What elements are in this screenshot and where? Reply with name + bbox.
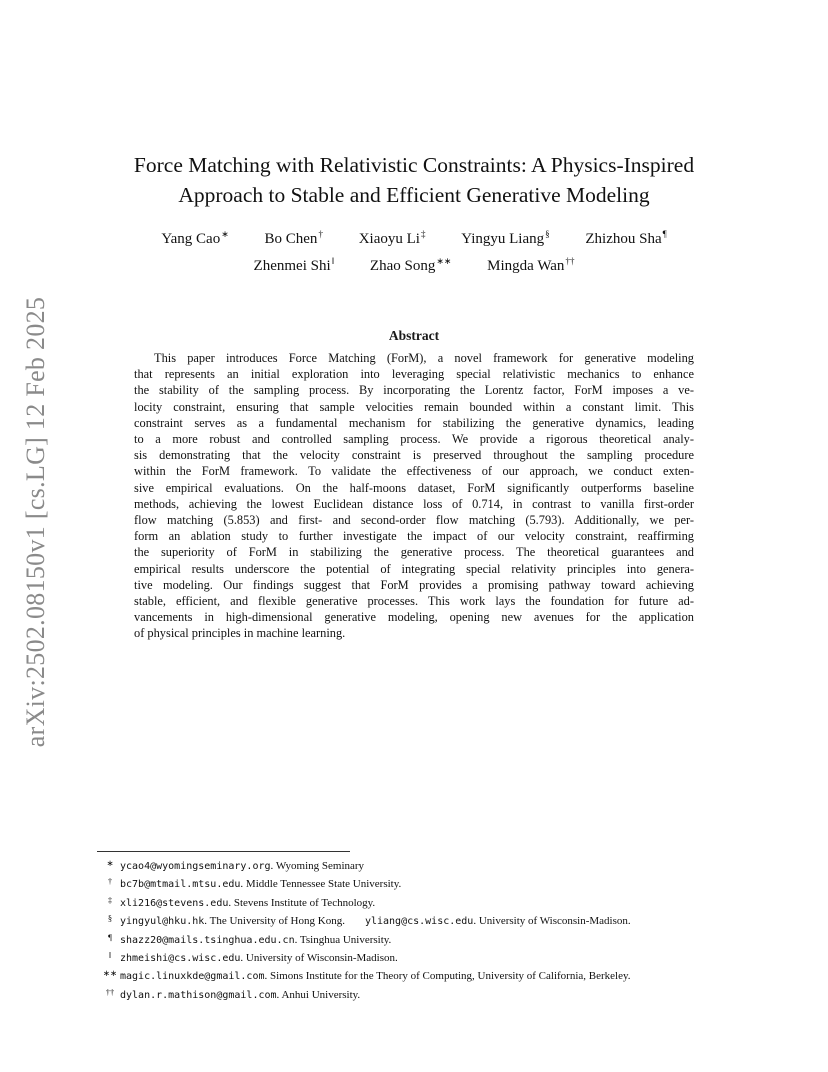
footnote-email[interactable]: ycao4@wyomingseminary.org [120, 861, 271, 872]
author-affiliation-mark: ‡ [420, 229, 426, 239]
footnote-affiliation: . Stevens Institute of Technology. [228, 896, 376, 909]
footnote-email[interactable]: dylan.r.mathison@gmail.com [120, 989, 277, 1001]
author [359, 229, 426, 248]
footnote-affiliation: . The University of Hong Kong. [204, 915, 345, 928]
abstract-line: tive modeling. Our findings suggest that ForM provides a promising pathway toward achieving [134, 577, 694, 592]
footnote [100, 893, 750, 911]
footnote-mark: § [107, 913, 113, 924]
footnote-mark: ‡ [107, 894, 113, 905]
abstract-line: the superiority of ForM in stabilizing the generative process. The theoretical guarantees and [134, 545, 694, 560]
abstract-line: sis demonstrating that the velocity constraint is preserved throughout the sampling procedure [134, 448, 694, 463]
author-name: Yingyu Liang [461, 231, 545, 247]
author-affiliation-mark: ǁ [331, 256, 335, 266]
arxiv-identifier-stamp: arXiv:2502.08150v1 [cs.LG] 12 Feb 2025 [21, 296, 50, 748]
footnote-affiliation: . Middle Tennessee State University. [240, 878, 402, 891]
footnotes [100, 856, 750, 1003]
footnote-affiliation: . University of Wisconsin-Madison. [240, 952, 398, 965]
footnote-email[interactable]: shazz20@mails.tsinghua.edu.cn [120, 934, 295, 946]
abstract-line: within the ForM framework. To validate the effectiveness of our approach, we conduct exten- [134, 464, 694, 479]
author [487, 256, 574, 275]
footnote [100, 856, 750, 874]
author-list-row-1 [0, 229, 828, 248]
abstract-line: flow matching (5.853) and first- and second-order flow matching (5.793). Additionally, we per- [134, 513, 694, 528]
footnote-mark: †† [105, 986, 115, 997]
abstract-heading: Abstract [388, 328, 440, 343]
author-affiliation-mark: § [545, 229, 550, 239]
footnote-mark: ¶ [108, 931, 112, 942]
footnote-email[interactable]: xli216@stevens.edu [120, 897, 229, 909]
author-affiliation-mark: ¶ [662, 229, 667, 239]
abstract-line: vancements in high-dimensional generative modeling, opening new avenues for the application [134, 610, 694, 625]
footnote [100, 966, 750, 984]
abstract-line: constraint serves as a fundamental mechanism for stabilizing the generative dynamics, leading [134, 415, 694, 430]
author-affiliation-mark: ∗∗ [436, 256, 452, 266]
author [585, 229, 666, 248]
abstract-line: This paper introduces Force Matching (ForM), a novel framework for generative modeling [154, 351, 694, 365]
author-name: Mingda Wan [487, 258, 565, 274]
abstract-body [134, 350, 694, 642]
author-name: Zhizhou Sha [585, 231, 662, 247]
footnote-affiliation: . Wyoming Seminary [270, 860, 365, 872]
author-affiliation-mark: ∗ [221, 229, 229, 239]
abstract-line: that represents an initial exploration into leveraging special relativistic mechanics to enhance [134, 367, 694, 382]
author [370, 256, 452, 275]
footnote [100, 874, 750, 892]
author-affiliation-mark: † [318, 229, 323, 239]
footnote [100, 948, 750, 966]
abstract-line: locity constraint, ensuring that sample velocities remain bounded within a constant limit. This [134, 399, 694, 414]
footnote [100, 930, 750, 948]
footnote-mark: ∗ [106, 858, 114, 868]
footnote-mark: ∗∗ [102, 968, 118, 979]
author-name: Zhenmei Shi [253, 258, 331, 274]
footnote-email[interactable]: bc7b@mtmail.mtsu.edu [120, 879, 241, 891]
footnote-divider [97, 851, 350, 852]
abstract-line: to a more robust and controlled sampling process. We provide a rigorous theoretical analy- [134, 432, 694, 447]
abstract-line: of physical principles in machine learning. [134, 626, 346, 641]
abstract-line: methods, achieving the lowest Euclidean distance loss of 0.714, in contrast to vanilla first-order [134, 496, 694, 511]
footnote-affiliation: . Anhui University. [276, 988, 361, 1001]
abstract-line: sive empirical evaluations. On the half-moons dataset, ForM significantly outperforms baseline [134, 480, 694, 495]
footnote-affiliation: . Tsinghua University. [294, 933, 392, 946]
author [265, 229, 323, 248]
author [461, 229, 549, 248]
footnote-affiliation-secondary: . University of Wisconsin-Madison. [473, 915, 631, 928]
author-name: Bo Chen [264, 231, 318, 247]
footnote-mark: ǁ [108, 950, 112, 961]
author [161, 229, 228, 248]
author-name: Yang Cao [161, 231, 221, 247]
footnote-mark: † [107, 876, 113, 887]
paper-title: Force Matching with Relativistic Constraints: A Physics-Inspired Approach to Stable and Efficient Generative Modeling [133, 153, 695, 207]
footnote-email-secondary[interactable]: yliang@cs.wisc.edu [364, 916, 474, 928]
author-name: Zhao Song [369, 258, 436, 274]
abstract-line: form an ablation study to further investigate the impact of our velocity constraint, reaffirming [134, 529, 694, 544]
footnote-email[interactable]: zhmeishi@cs.wisc.edu [120, 953, 241, 965]
footnote-affiliation: . Simons Institute for the Theory of Computing, University of California, Berkeley. [264, 970, 631, 983]
author-list-row-2 [0, 256, 828, 275]
abstract-line: empirical results underscore the potential of integrating special relativity principles into genera- [134, 561, 694, 576]
abstract-line: stable, efficient, and flexible generative processes. This work lays the foundation for future ad- [134, 594, 694, 609]
footnote-email[interactable]: yingyul@hku.hk [120, 916, 205, 928]
author-name: Xiaoyu Li [358, 231, 420, 247]
footnote-email[interactable]: magic.linuxkde@gmail.com [120, 971, 265, 983]
footnote [100, 985, 750, 1003]
abstract-line: the stability of the sampling process. By incorporating the Lorentz factor, ForM imposes a ve- [134, 383, 694, 398]
footnote [100, 911, 750, 929]
author [254, 256, 335, 275]
author-affiliation-mark: †† [565, 256, 575, 266]
